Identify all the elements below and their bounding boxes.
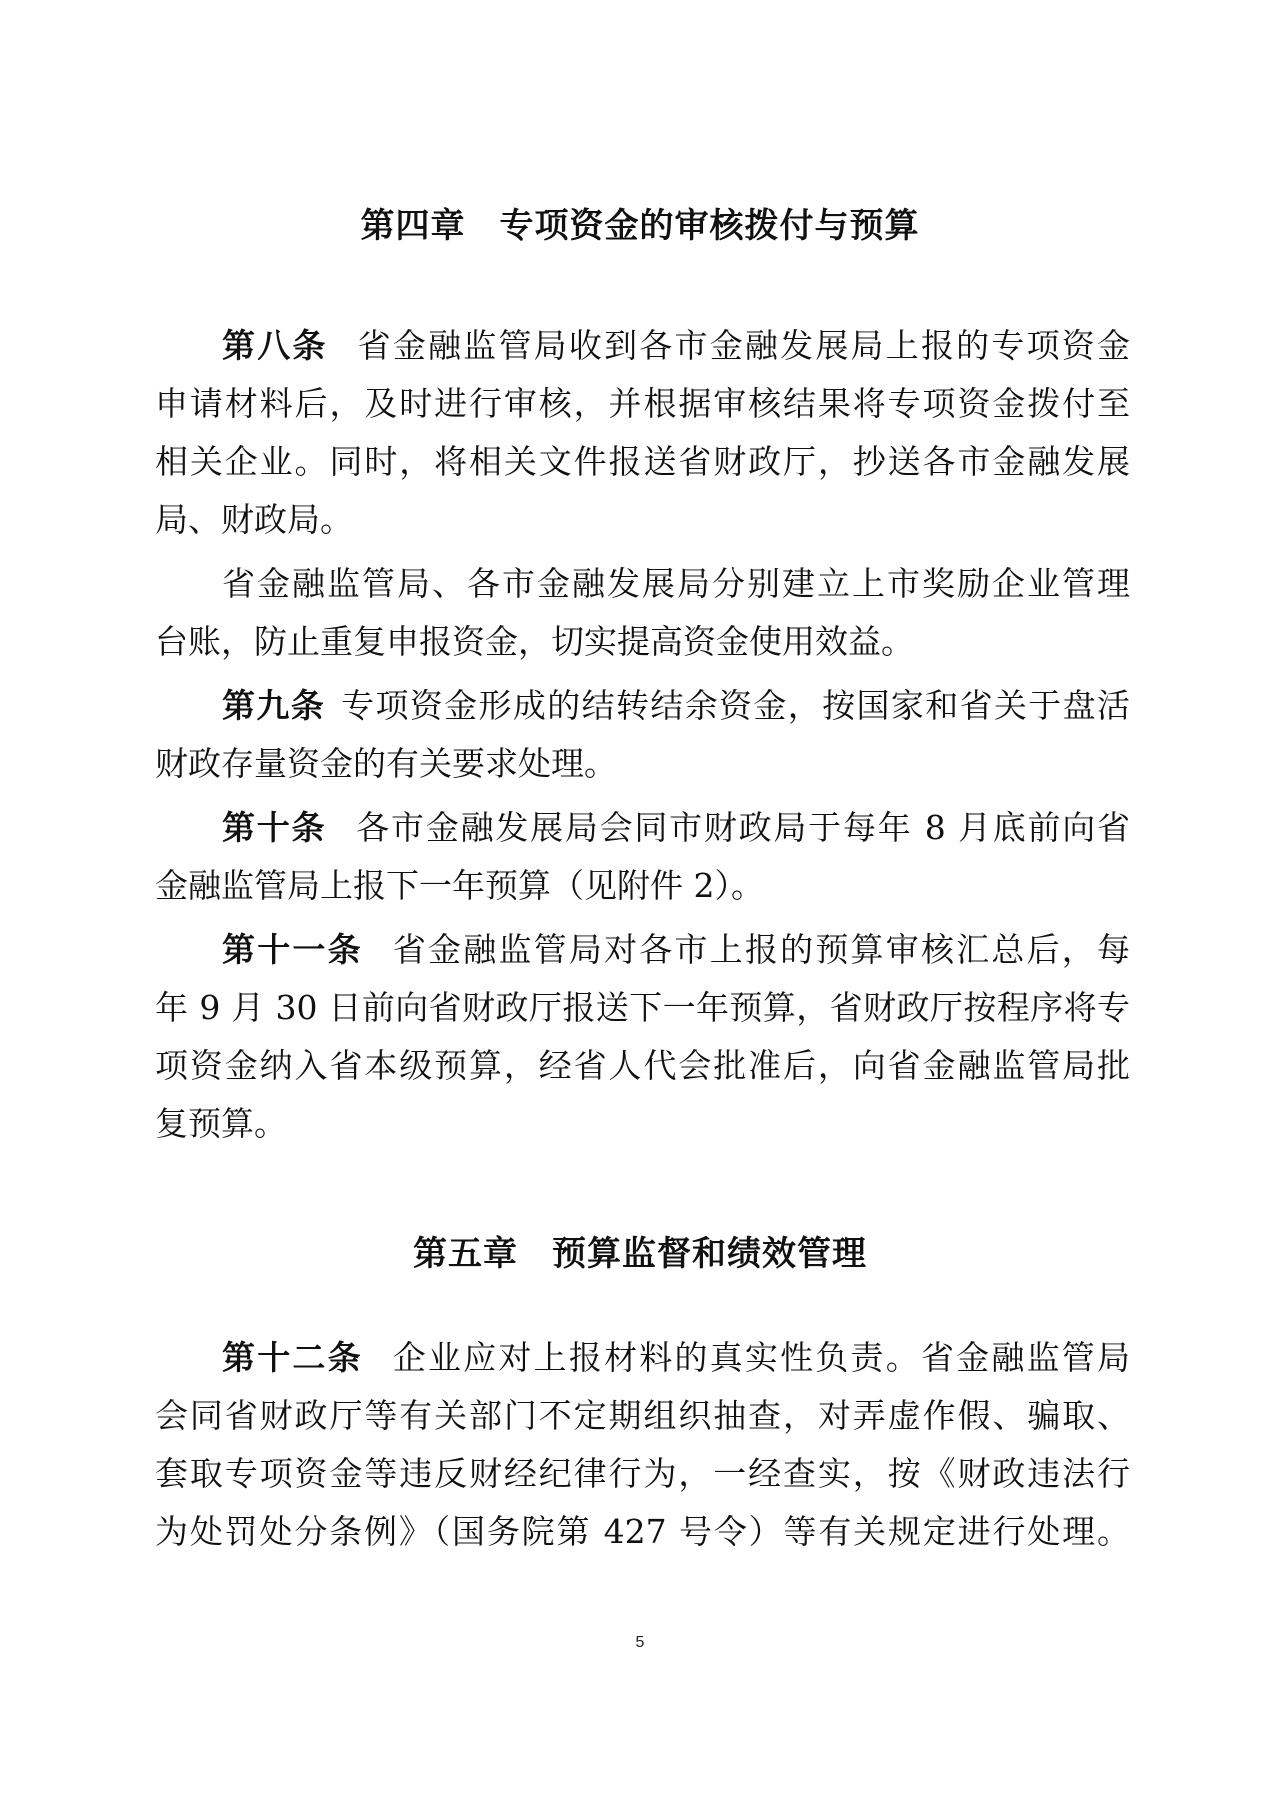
paragraph-8b-line-1: 省金融监管局、各市金融发展局分别建立上市奖励企业管理 xyxy=(222,564,1130,603)
article-10-label: 第十条 xyxy=(222,808,327,847)
article-11-text-1: 省金融监管局对各市上报的预算审核汇总后，每 xyxy=(392,930,1130,969)
article-10-line-2: 金融监管局上报下一年预算（见附件 2）。 xyxy=(155,866,764,905)
article-8-line-2: 申请材料后，及时进行审核，并根据审核结果将专项资金拨付至 xyxy=(155,384,1130,423)
article-9-label: 第九条 xyxy=(222,686,326,725)
page-number: 5 xyxy=(635,1634,645,1651)
article-12-line-3: 套取专项资金等违反财经纪律行为，一经查实，按《财政违法行 xyxy=(155,1454,1130,1493)
article-11-line-4: 复预算。 xyxy=(155,1104,287,1143)
chapter-4-title: 专项资金的审核拨付与预算 xyxy=(499,206,920,246)
article-8-line-3: 相关企业。同时，将相关文件报送省财政厅，抄送各市金融发展 xyxy=(155,442,1130,481)
article-12-line-1 xyxy=(222,1329,1130,1387)
chapter-4-number: 第四章 xyxy=(360,206,466,246)
chapter-5-heading xyxy=(0,1226,1280,1275)
article-9-line-1 xyxy=(222,677,1130,735)
article-8-text-1: 省金融监管局收到各市金融发展局上报的专项资金 xyxy=(357,326,1130,365)
chapter-5-number: 第五章 xyxy=(413,1234,518,1274)
article-8-line-4: 局、财政局。 xyxy=(155,500,353,539)
article-11-line-1 xyxy=(222,921,1130,979)
article-9-line-2: 财政存量资金的有关要求处理。 xyxy=(155,744,617,783)
article-12-label: 第十二条 xyxy=(222,1338,363,1377)
paragraph-8b-line-2: 台账，防止重复申报资金，切实提高资金使用效益。 xyxy=(155,622,914,661)
article-12-line-4: 为处罚处分条例》（国务院第 427 号令）等有关规定进行处理。 xyxy=(155,1512,1130,1551)
article-12-text-1: 企业应对上报材料的真实性负责。省金融监管局 xyxy=(392,1338,1130,1377)
article-8-line-1 xyxy=(222,317,1130,375)
article-10-line-1 xyxy=(222,799,1130,857)
article-8-label: 第八条 xyxy=(222,326,328,365)
article-11-line-2: 年 9 月 30 日前向省财政厅报送下一年预算，省财政厅按程序将专 xyxy=(155,988,1130,1027)
chapter-4-heading xyxy=(0,198,1280,247)
article-11-line-3: 项资金纳入省本级预算，经省人代会批准后，向省金融监管局批 xyxy=(155,1046,1130,1085)
article-10-text-1: 各市金融发展局会同市财政局于每年 8 月底前向省 xyxy=(356,808,1130,847)
article-9-text-1: 专项资金形成的结转结余资金，按国家和省关于盘活 xyxy=(341,686,1130,725)
chapter-5-title: 预算监督和绩效管理 xyxy=(552,1234,867,1274)
article-12-line-2: 会同省财政厅等有关部门不定期组织抽查，对弄虚作假、骗取、 xyxy=(155,1396,1130,1435)
article-11-label: 第十一条 xyxy=(222,930,363,969)
